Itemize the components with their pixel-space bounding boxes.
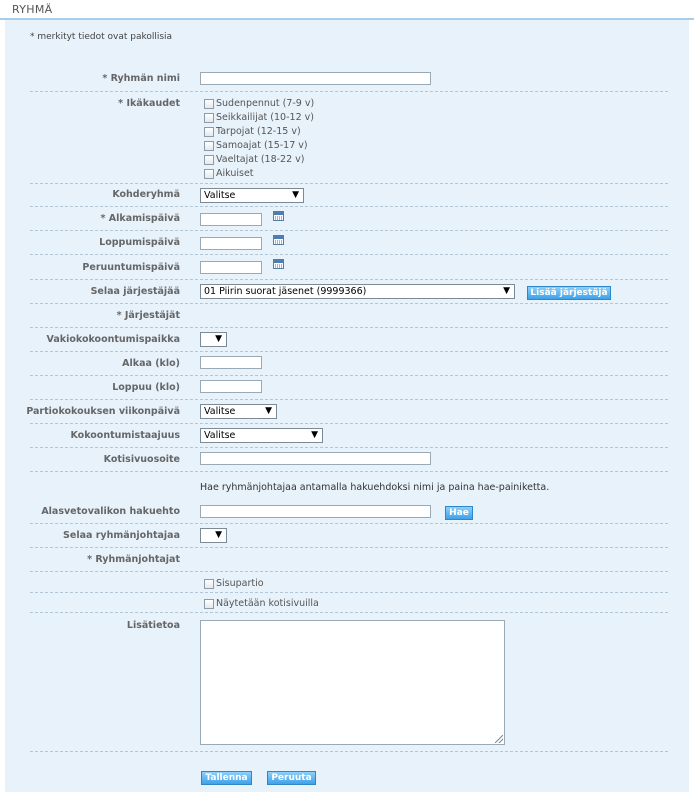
row-show-homepage [30,592,668,613]
label-leaders: * Ryhmänjohtajat [87,554,180,565]
row-ends-time [30,375,668,400]
checkbox-age-1[interactable] [204,112,215,123]
section-title: RYHMÄ [12,3,53,16]
end-date-input[interactable] [200,237,262,250]
age-label-4: Vaeltajat (18-22 v) [216,154,305,165]
chevron-down-icon: ▼ [215,334,222,344]
chevron-down-icon: ▼ [292,190,299,200]
chevron-down-icon: ▼ [503,286,510,296]
row-starts-time [30,351,668,376]
row-frequency [30,423,668,448]
venue-select[interactable] [200,332,227,347]
label-search-term: Alasvetovalikon hakuehto [41,506,180,517]
label-age-groups: * Ikäkaudet [118,98,180,109]
target-group-value: Valitse [204,190,236,201]
label-starts-time: Alkaa (klo) [122,358,180,369]
calendar-icon[interactable] [273,235,284,245]
label-end-date: Loppumispäivä [99,237,180,248]
checkbox-sisupartio[interactable] [204,578,215,589]
checkbox-age-3[interactable] [204,140,215,151]
cancel-button[interactable]: Peruuta [267,771,316,785]
required-note: * merkityt tiedot ovat pakollisia [30,32,173,42]
weekday-value: Valitse [204,406,236,417]
age-label-2: Tarpojat (12-15 v) [216,126,301,137]
age-label-1: Seikkailijat (10-12 v) [216,112,314,123]
search-term-input[interactable] [200,505,431,518]
row-sisupartio [30,571,668,593]
homepage-input[interactable] [200,452,431,465]
label-browse-organizer: Selaa järjestäjää [90,286,180,297]
label-target-group: Kohderyhmä [112,189,180,200]
starts-time-input[interactable] [200,356,262,369]
label-venue: Vakiokokoontumispaikka [46,334,180,345]
row-organizers [30,303,668,328]
resize-handle-icon[interactable] [495,735,503,743]
leader-select[interactable] [200,528,227,543]
row-weekday [26,399,668,424]
label-cancel-date: Peruuntumispäivä [82,262,180,273]
label-ends-time: Loppuu (klo) [112,382,180,393]
age-label-5: Aikuiset [216,168,254,179]
chevron-down-icon: ▼ [265,406,272,416]
chevron-down-icon: ▼ [311,430,318,440]
row-browse-leader [30,523,668,548]
label-weekday: Partiokokouksen viikonpäivä [26,406,180,417]
start-date-input[interactable] [200,213,262,226]
organizer-value: 01 Piirin suorat jäsenet (9999366) [204,286,367,297]
group-name-input[interactable] [200,72,431,85]
show-homepage-label: Näytetään kotisivuilla [216,598,319,609]
age-label-3: Samoajat (15-17 v) [216,140,308,151]
row-leaders [30,547,668,572]
label-group-name: * Ryhmän nimi [102,73,180,84]
row-end-date [30,230,668,255]
row-venue [30,327,668,352]
label-frequency: Kokoontumistaajuus [70,430,180,441]
frequency-select[interactable] [200,428,323,443]
cancel-date-input[interactable] [200,261,262,274]
ends-time-input[interactable] [200,380,262,393]
label-homepage: Kotisivuosoite [103,454,180,465]
checkbox-age-2[interactable] [204,126,215,137]
checkbox-age-5[interactable] [204,168,215,179]
target-group-select[interactable] [200,188,304,203]
sisupartio-label: Sisupartio [216,578,264,589]
age-label-0: Sudenpennut (7-9 v) [216,98,315,109]
calendar-icon[interactable] [273,259,284,269]
row-age-groups [30,91,668,184]
row-start-date [30,206,668,231]
save-button[interactable]: Tallenna [201,771,252,785]
label-browse-leader: Selaa ryhmänjohtajaa [63,530,180,541]
checkbox-age-4[interactable] [204,154,215,165]
weekday-select[interactable] [200,404,277,419]
checkbox-show-homepage[interactable] [204,598,215,609]
row-cancel-date [30,254,668,280]
checkbox-age-0[interactable] [204,98,215,109]
label-extra-info: Lisätietoa [126,620,180,631]
extra-info-textarea[interactable] [200,620,505,745]
calendar-icon[interactable] [273,211,284,221]
label-organizers: * Järjestäjät [116,310,180,321]
section-header [0,0,694,20]
search-button[interactable]: Hae [445,506,473,520]
label-start-date: * Alkamispäivä [100,213,180,224]
organizer-select[interactable] [200,284,515,299]
chevron-down-icon: ▼ [215,530,222,540]
add-organizer-button[interactable]: Lisää järjestäjä [527,286,611,300]
search-hint: Hae ryhmänjohtajaa antamalla hakuehdoksi nimi ja paina hae-painiketta. [200,482,550,493]
row-target-group [30,183,668,207]
frequency-value: Valitse [204,430,236,441]
